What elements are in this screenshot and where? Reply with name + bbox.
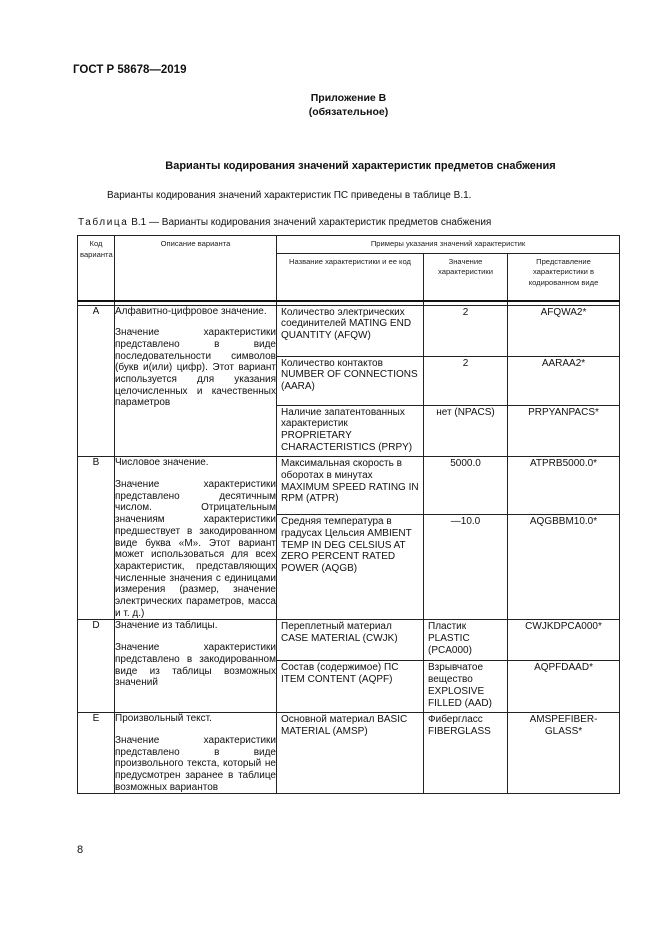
example-value: 2	[424, 356, 507, 405]
variant-title: Произвольный текст.	[115, 713, 212, 725]
header-name: Название характеристики и ее код	[277, 253, 424, 301]
page-number: 8	[77, 844, 84, 856]
variant-text: Значение характеристики представлено в виде произвольного текста, который не предусмотрен заранее в таблице возможных вариантов	[115, 734, 276, 793]
variant-code: A	[78, 305, 115, 457]
example-values	[424, 620, 508, 713]
section-title: Варианты кодирования значений характеристик предметов снабжения	[165, 160, 556, 172]
example-encodings	[508, 620, 620, 713]
example-values	[424, 457, 508, 620]
coding-variants-table	[77, 235, 620, 794]
example-encoded: AQGBBM10.0*	[508, 514, 619, 531]
example-name: Максимальная скорость в оборотах в минутах MAXIMUM SPEED RATING IN RPM (ATPR)	[281, 458, 419, 505]
example-encoded: PRPYANPACS*	[508, 405, 619, 422]
example-name: Количество контактов NUMBER OF CONNECTIONS (AARA)	[277, 356, 423, 405]
variant-description	[115, 620, 277, 713]
example-encoded: ATPRB5000.0*	[529, 458, 598, 470]
example-encodings	[508, 305, 620, 457]
variant-description	[115, 457, 277, 620]
example-names	[277, 457, 424, 620]
variant-code: E	[78, 713, 115, 794]
example-name: Наличие запатентованных характеристик PROPRIETARY CHARACTERISTICS (PRPY)	[277, 405, 423, 457]
header-description: Описание варианта	[115, 236, 277, 301]
example-name: Состав (содержимое) ПС ITEM CONTENT (AQPF)	[277, 660, 423, 688]
example-encoded: AFQWA2*	[540, 306, 587, 318]
example-name: Переплетный материал CASE MATERIAL (CWJK)	[281, 621, 398, 645]
example-names	[277, 620, 424, 713]
example-value: Пластик PLASTIC (PCA000)	[428, 621, 472, 656]
variant-code: D	[78, 620, 115, 713]
example-values	[424, 713, 508, 794]
example-encodings	[508, 457, 620, 620]
variant-title: Алфавитно-цифровое значение.	[115, 305, 267, 317]
header-value: Значение характеристики	[424, 253, 508, 301]
example-names	[277, 305, 424, 457]
example-value: Взрывчатое вещество EXPLOSIVE FILLED (AAD)	[424, 660, 507, 712]
variant-description	[115, 713, 277, 794]
variant-title: Числовое значение.	[115, 457, 209, 469]
variant-code: B	[78, 457, 115, 620]
header-code: Код варианта	[78, 236, 115, 301]
section-intro: Варианты кодирования значений характеристик ПС приведены в таблице В.1.	[107, 190, 472, 201]
example-value: Фибергласс FIBERGLASS	[428, 714, 491, 737]
table-row	[78, 305, 620, 457]
example-encoded: AARAA2*	[508, 356, 619, 405]
table-row	[78, 457, 620, 620]
table-caption-text: В.1 — Варианты кодирования значений характеристик предметов снабжения	[131, 217, 492, 228]
appendix-title: Приложение В	[310, 92, 387, 104]
variant-text: Значение характеристики представлено в виде последовательности символов (букв и(или) цифр). Этот вариант используется для указания целочисленных и качественных параметров	[115, 327, 276, 409]
appendix-heading	[0, 91, 661, 119]
example-names	[277, 713, 424, 794]
example-value: нет (NPACS)	[424, 405, 507, 422]
standard-header: ГОСТ Р 58678—2019	[73, 64, 187, 76]
example-value: 2	[462, 306, 469, 318]
appendix-status: (обязательное)	[308, 106, 389, 118]
variant-title: Значение из таблицы.	[115, 620, 218, 632]
example-value: —10.0	[424, 514, 507, 531]
table-caption-label: Таблица	[78, 217, 129, 228]
header-encoded: Представление характеристики в кодированном виде	[508, 253, 620, 301]
table-caption	[78, 217, 491, 228]
example-encodings	[508, 713, 620, 794]
example-encoded: AMSPEFIBER-GLASS*	[529, 714, 598, 737]
variant-text: Значение характеристики представлено в закодированном виде из таблицы возможных значений	[115, 642, 276, 689]
example-value: 5000.0	[450, 458, 481, 470]
example-encoded: AQPFDAAD*	[508, 660, 619, 677]
example-values	[424, 305, 508, 457]
example-name: Количество электрических соединителей MATING END QUANTITY (AFQW)	[281, 306, 412, 341]
variant-description	[115, 305, 277, 457]
variant-text: Значение характеристики представлено десятичным числом. Отрицательным значениям характеристики предшествует в закодированном виде буква «М». Этот вариант может использоваться для всех характеристик, представляющих численные значения с единицами измерения (размер, значение электрических параметров, масса и т. д.)	[115, 479, 276, 619]
table-row	[78, 620, 620, 713]
example-name: Основной материал BASIC MATERIAL (AMSP)	[281, 714, 408, 737]
example-encoded: CWJKDPCA000*	[525, 621, 602, 633]
table-row	[78, 713, 620, 794]
header-examples: Примеры указания значений характеристик	[277, 236, 620, 254]
example-name: Средняя температура в градусах Цельсия AMBIENT TEMP IN DEG CELSIUS AT ZERO PERCENT RATED POWER (AQGB)	[277, 514, 423, 578]
